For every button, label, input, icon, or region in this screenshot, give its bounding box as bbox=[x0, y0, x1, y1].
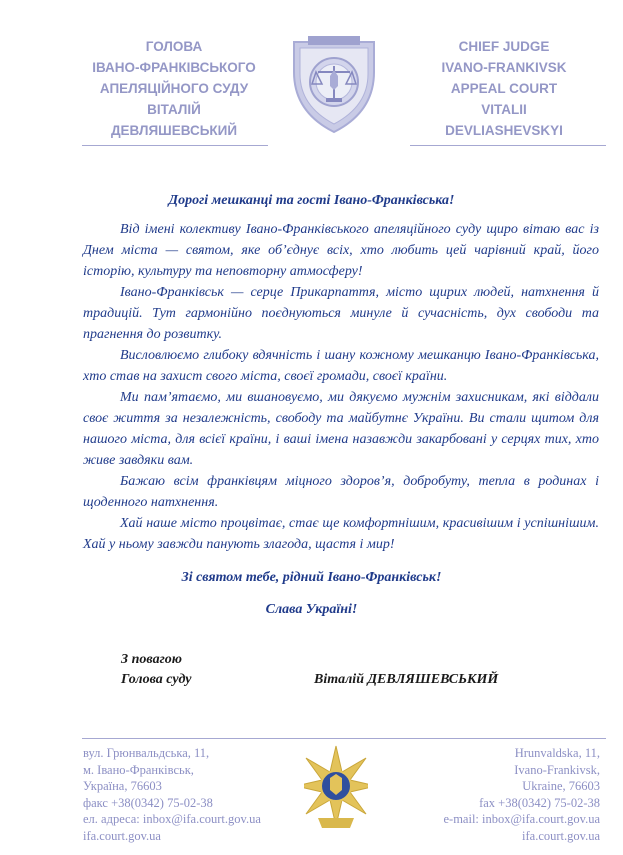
footer-left-line: факс +38(0342) 75-02-38 bbox=[83, 795, 213, 810]
footer-address-ukrainian bbox=[83, 745, 261, 844]
letter-body bbox=[83, 219, 599, 555]
header-right-line: APPEAL COURT bbox=[450, 81, 558, 96]
header-right-line: DEVLIASHEVSKYI bbox=[445, 123, 563, 138]
court-emblem-icon bbox=[286, 32, 382, 136]
header-left-line: ДЕВЛЯШЕВСЬКИЙ bbox=[110, 123, 238, 138]
footer-right-line: Ivano-Frankivsk, bbox=[514, 762, 600, 777]
signature-regards: З повагою bbox=[121, 652, 182, 667]
letter-closing-congrats: Зі святом тебе, рідний Івано-Франківськ! bbox=[181, 570, 442, 585]
footer-right-line: Ukraine, 76603 bbox=[522, 779, 600, 793]
footer-address-english bbox=[444, 745, 601, 844]
letter-greeting: Дорогі мешканці та гості Івано-Франківська! bbox=[168, 193, 455, 208]
footer-left-line: м. Івано-Франківськ, bbox=[83, 762, 194, 777]
footer-right-line: fax +38(0342) 75-02-38 bbox=[479, 795, 600, 810]
letter-closing-glory: Слава Україні! bbox=[265, 602, 358, 617]
letter-paragraph: Бажаю всім франківцям міцного здоров’я, добробуту, тепла в родинах і щоденного натхнення. bbox=[83, 474, 599, 510]
footer-divider bbox=[82, 738, 606, 739]
footer-website-link[interactable]: ifa.court.gov.ua bbox=[522, 828, 600, 843]
judiciary-star-emblem-icon bbox=[304, 742, 368, 832]
letter-paragraph: Від імені колективу Івано-Франківського апеляційного суду щиро вітаю вас із Днем міста — святом, яке об’єднує всіх, хто любить цей чарівний край, його історію, культуру та неповторну атмосферу! bbox=[83, 222, 599, 279]
header-right-english bbox=[404, 36, 604, 141]
header-left-line: ІВАНО-ФРАНКІВСЬКОГО bbox=[92, 60, 256, 75]
header-left-line: АПЕЛЯЦІЙНОГО СУДУ bbox=[99, 81, 249, 96]
letter-paragraph: Висловлюємо глибоку вдячність і шану кожному мешканцю Івано-Франківська, хто став на захист свого міста, своєї громади, своєї країни. bbox=[83, 348, 599, 384]
header-left-line: ВІТАЛІЙ bbox=[147, 102, 201, 117]
header-divider-right bbox=[410, 145, 606, 146]
header-left-line: ГОЛОВА bbox=[145, 39, 203, 54]
header-right-line: CHIEF JUDGE bbox=[458, 39, 550, 54]
letter-paragraph: Хай наше місто процвітає, стає ще комфортнішим, красивішим і успішнішим. Хай у ньому завжди панують злагода, щастя і мир! bbox=[83, 516, 599, 552]
header-right-line: IVANO-FRANKIVSK bbox=[441, 60, 567, 75]
header-left-ukrainian bbox=[74, 36, 274, 141]
letter-paragraph: Ми пам’ятаємо, ми вшановуємо, ми дякуємо мужнім захисникам, які віддали своє життя за незалежність, свободу та майбутнє України. Ви стали щитом для нашого міста, для всієї країни, і ваші імена назавжди закарбовані у серцях тих, хто живе завдяки вам. bbox=[83, 390, 599, 468]
footer-email-link[interactable]: e-mail: inbox@ifa.court.gov.ua bbox=[443, 812, 600, 826]
footer-left-line: Україна, 76603 bbox=[83, 779, 162, 793]
letter-paragraph: Івано-Франківськ — серце Прикарпаття, місто щирих людей, натхнення й традицій. Тут гармонійно поєднуються минуле й сучасність, дух свободи та прагнення до розвитку. bbox=[83, 285, 599, 342]
footer-right-line: Hrunvaldska, 11, bbox=[514, 746, 600, 760]
header-right-line: VITALII bbox=[481, 102, 527, 117]
signature-name: Віталій ДЕВЛЯШЕВСЬКИЙ bbox=[314, 672, 499, 687]
footer-email-link[interactable]: ел. адреса: inbox@ifa.court.gov.ua bbox=[83, 812, 261, 826]
signature-title: Голова суду bbox=[121, 672, 192, 687]
header-divider-left bbox=[82, 145, 268, 146]
footer-website-link[interactable]: ifa.court.gov.ua bbox=[83, 828, 161, 843]
footer-left-line: вул. Грюнвальдська, 11, bbox=[83, 746, 210, 760]
